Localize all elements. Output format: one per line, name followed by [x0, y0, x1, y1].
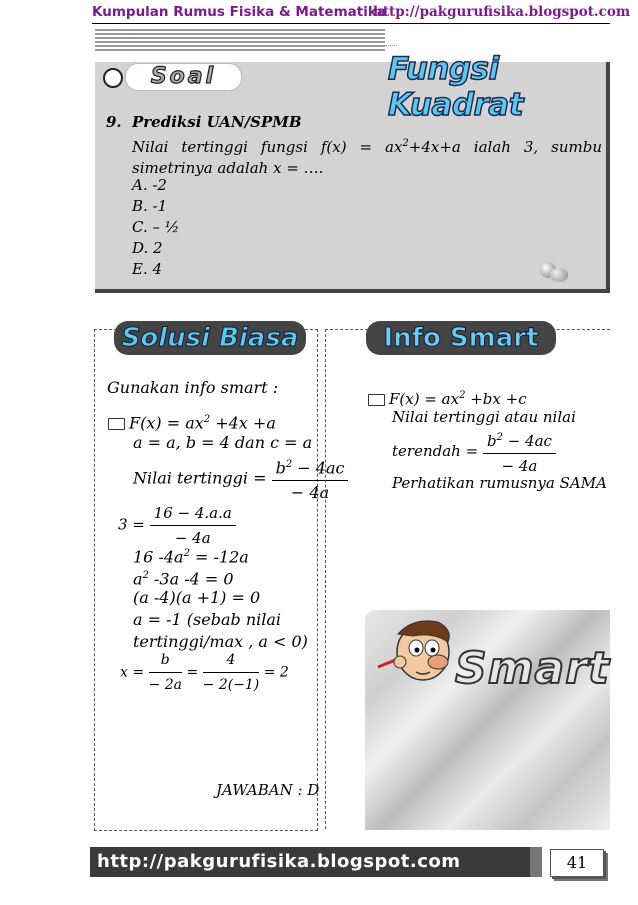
ball-icon-2 — [550, 268, 568, 282]
fraction: $\frac{b}{- 2a}$ — [148, 652, 182, 693]
thinking-face-icon — [368, 612, 468, 692]
decorative-stripes-tail — [385, 45, 397, 47]
solusi-equation: 3 = $\frac{16 - 4.a.a}{- 4a}$ — [118, 503, 236, 548]
info-terendah: terendah = $\frac{b^2 - 4ac}{- 4a}$ — [392, 428, 556, 476]
footer-bar-accent — [530, 847, 542, 877]
option-e: E. 4 — [132, 260, 163, 278]
info-panel-border-left — [325, 329, 326, 829]
info-note: Perhatikan rumusnya SAMA — [392, 474, 607, 492]
question-heading: Prediksi UAN/SPMB — [132, 113, 302, 131]
option-a: A. -2 — [132, 176, 167, 194]
solusi-step-1: 16 $-4a^2 = -12a$ — [133, 547, 249, 567]
info-badge-label: Info Smart — [383, 323, 539, 353]
folder-icon — [368, 394, 385, 406]
folder-icon — [108, 418, 125, 430]
option-d: D. 2 — [132, 239, 163, 257]
solusi-intro: Gunakan info smart : — [107, 378, 279, 397]
solusi-step-5: tertinggi/max , a < 0) — [133, 632, 308, 651]
solusi-x-result: x = $\frac{b}{- 2a}$ = $\frac{4}{- 2(-1)}$ = 2 — [120, 652, 289, 693]
question-box-shadow-bottom — [95, 289, 609, 293]
solusi-coef: a = a, b = 4 dan c = a — [133, 433, 313, 452]
fraction: $\frac{b^2 - 4ac}{- 4a}$ — [272, 455, 349, 503]
page-title: Fungsi Kuadrat — [388, 51, 524, 123]
header-divider — [92, 23, 610, 24]
header-title: Kumpulan Rumus Fisika & Matematika — [92, 4, 386, 20]
circle-icon — [103, 68, 123, 88]
info-function: $F(x) = ax^2 +bx +c$ — [368, 386, 527, 409]
solusi-step-3: (a -4)(a +1) = 0 — [133, 588, 261, 607]
fraction: $\frac{4}{- 2(-1)}$ — [202, 652, 260, 693]
jawaban: JAWABAN : D — [216, 781, 320, 799]
fraction: $\frac{b^2 - 4ac}{- 4a}$ — [483, 428, 556, 476]
solusi-step-4: a = -1 (sebab nilai — [133, 610, 282, 629]
fraction: $\frac{16 - 4.a.a}{- 4a}$ — [150, 503, 236, 548]
soal-badge: Soal — [125, 63, 242, 91]
decorative-stripes — [95, 29, 385, 51]
solusi-step-2: $a^2$ -3a -4 = 0 — [133, 569, 234, 589]
solusi-badge-label: Solusi Biasa — [121, 323, 299, 353]
info-badge — [366, 321, 556, 355]
smart-logo: Smart — [455, 643, 610, 694]
footer-url: http://pakgurufisika.blogspot.com — [97, 851, 461, 872]
solusi-nilai-tertinggi: Nilai tertinggi = $\frac{b^2 - 4ac}{- 4a}$ — [133, 455, 348, 503]
header-url: http://pakgurufisika.blogspot.com — [373, 4, 631, 20]
option-c: C. – ½ — [132, 218, 180, 236]
info-line-1: Nilai tertinggi atau nilai — [392, 408, 576, 426]
question-text: Nilai tertinggi fungsi $f(x) = ax^2+4x+a$ ialah 3, sumbu simetrinya adalah x = …. — [132, 138, 602, 177]
solusi-badge — [114, 321, 306, 355]
option-b: B. -1 — [132, 197, 168, 215]
solusi-function: $F(x) = ax^2 +4x +a$ — [108, 410, 276, 433]
question-number: 9. — [106, 113, 122, 131]
page-number: 41 — [550, 849, 604, 877]
